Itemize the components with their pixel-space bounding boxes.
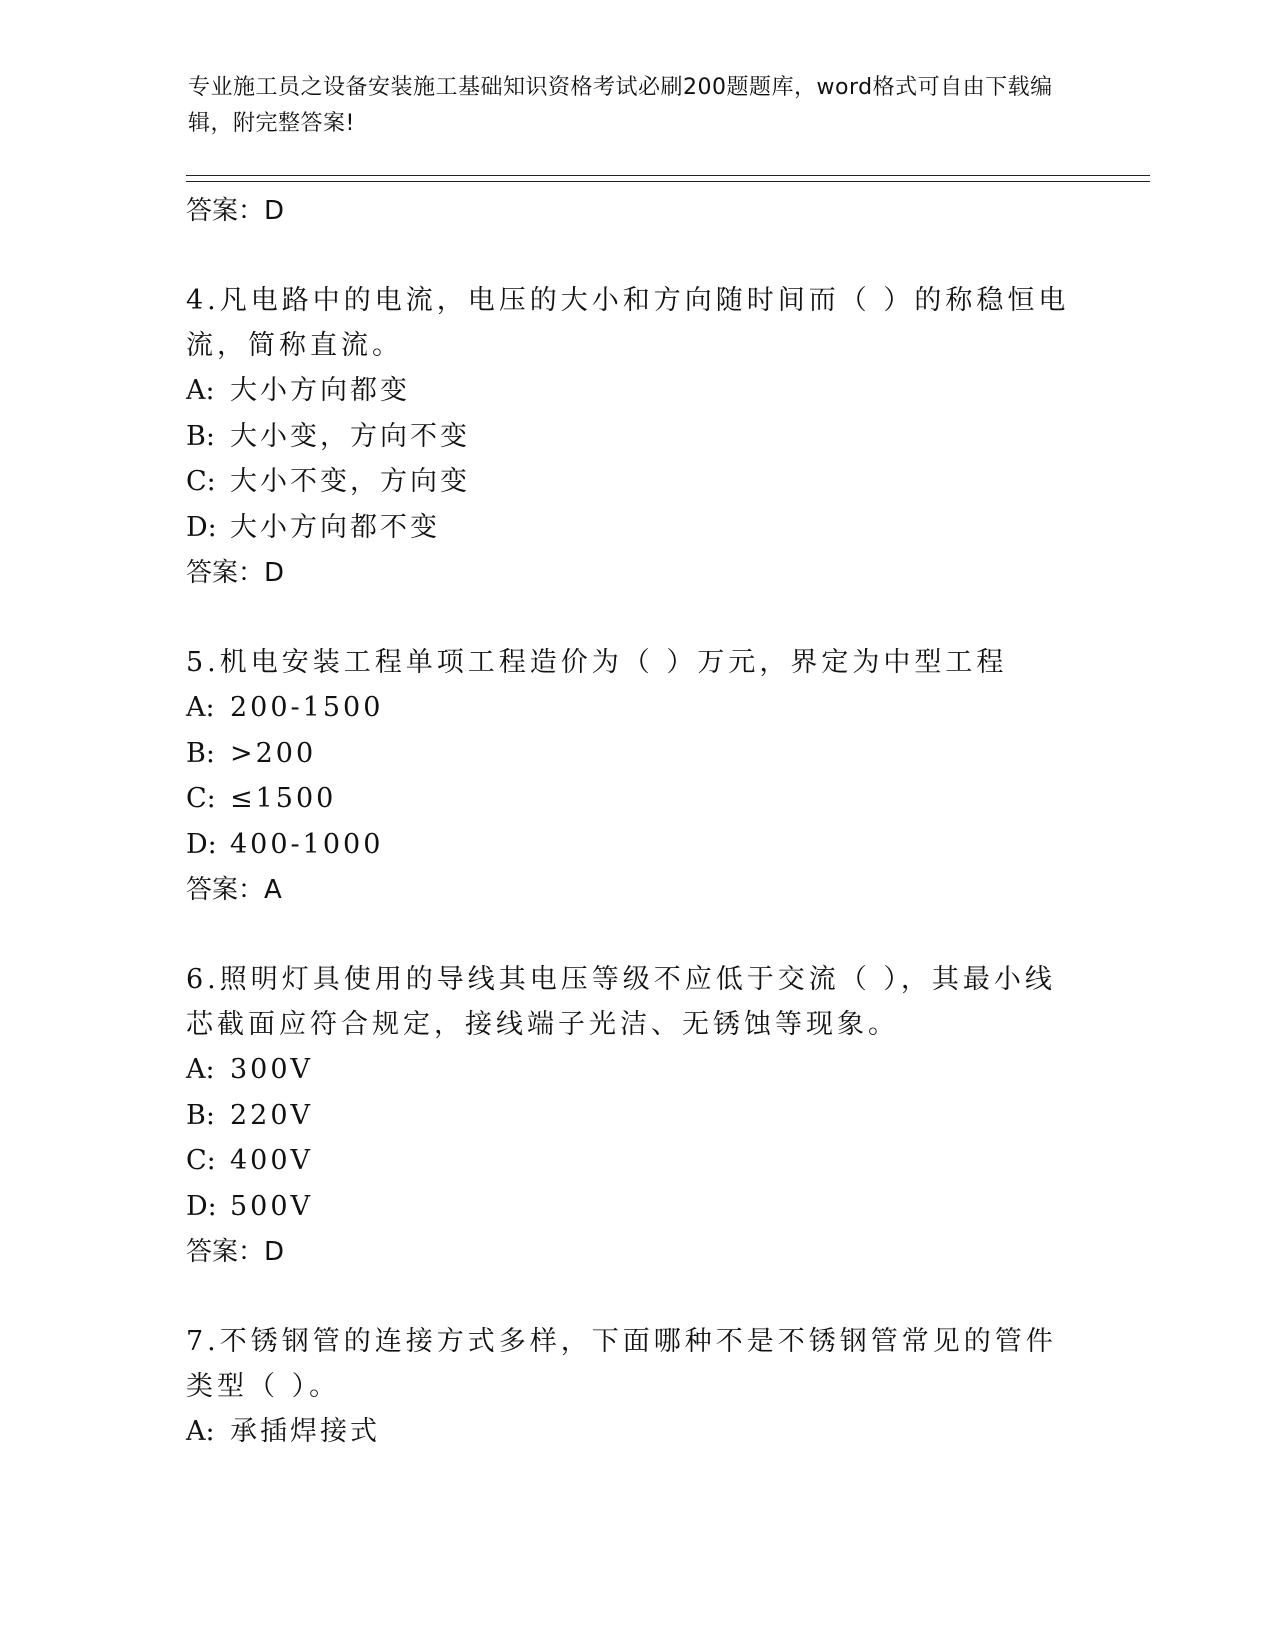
page-header: 专业施工员之设备安装施工基础知识资格考试必刷200题题库，word格式可自由下载编辑，附完整答案! bbox=[188, 75, 1053, 136]
option-text: 400-1000 bbox=[230, 828, 384, 860]
option-text: 大小方向都变 bbox=[230, 375, 410, 406]
option-text: 大小不变，方向变 bbox=[230, 466, 470, 497]
option-letter: D: bbox=[186, 1190, 217, 1222]
option-b bbox=[186, 1093, 1086, 1139]
question-item bbox=[186, 640, 1086, 913]
option-letter: B: bbox=[186, 737, 215, 769]
answer-line: 答案：D bbox=[186, 196, 285, 226]
option-c bbox=[186, 776, 1086, 822]
option-letter: C: bbox=[186, 466, 216, 497]
option-letter: C: bbox=[186, 783, 216, 814]
option-text: 200-1500 bbox=[230, 692, 384, 723]
option-text: ≤1500 bbox=[230, 783, 337, 814]
option-letter: D: bbox=[186, 828, 217, 860]
option-d bbox=[186, 822, 1086, 868]
option-a bbox=[186, 1047, 1086, 1093]
answer-line: 答案：D bbox=[186, 1237, 285, 1267]
option-b bbox=[186, 731, 1086, 777]
option-letter: A: bbox=[186, 375, 215, 406]
option-text: 500V bbox=[230, 1190, 314, 1222]
header-rule-top bbox=[186, 175, 1150, 176]
option-d bbox=[186, 505, 1086, 551]
option-text: 400V bbox=[230, 1145, 314, 1176]
option-letter: C: bbox=[186, 1145, 216, 1176]
question-list bbox=[186, 188, 1086, 1455]
question-text: 7.不锈钢管的连接方式多样，下面哪种不是不锈钢管常见的管件类型（ ）。 bbox=[186, 1326, 1057, 1402]
option-a bbox=[186, 368, 1086, 414]
option-d bbox=[186, 1184, 1086, 1230]
option-c bbox=[186, 459, 1086, 505]
option-letter: B: bbox=[186, 420, 215, 452]
option-text: 承插焊接式 bbox=[230, 1416, 380, 1447]
option-b bbox=[186, 414, 1086, 460]
question-text: 4.凡电路中的电流，电压的大小和方向随时间而（ ）的称稳恒电流，简称直流。 bbox=[186, 285, 1070, 361]
option-text: 220V bbox=[230, 1099, 314, 1131]
option-text: >200 bbox=[230, 737, 317, 769]
option-text: 大小方向都不变 bbox=[230, 511, 440, 543]
option-text: 大小变，方向不变 bbox=[230, 420, 470, 452]
option-letter: A: bbox=[186, 692, 215, 723]
header-rule-bottom bbox=[186, 181, 1150, 182]
question-text: 6.照明灯具使用的导线其电压等级不应低于交流（ ），其最小线芯截面应符合规定，接线端子光洁、无锈蚀等现象。 bbox=[186, 964, 1056, 1040]
option-letter: A: bbox=[186, 1054, 215, 1085]
answer-line: 答案：D bbox=[186, 558, 285, 588]
answer-line: 答案：A bbox=[186, 875, 282, 905]
option-letter: B: bbox=[186, 1099, 215, 1131]
option-a bbox=[186, 1409, 1086, 1455]
option-letter: A: bbox=[186, 1416, 215, 1447]
question-item bbox=[186, 1319, 1086, 1455]
question-text: 5.机电安装工程单项工程造价为（ ）万元，界定为中型工程 bbox=[186, 647, 1008, 678]
option-a bbox=[186, 685, 1086, 731]
question-item bbox=[186, 957, 1086, 1275]
question-item bbox=[186, 278, 1086, 596]
option-text: 300V bbox=[230, 1054, 314, 1085]
option-letter: D: bbox=[186, 511, 217, 543]
option-c bbox=[186, 1138, 1086, 1184]
